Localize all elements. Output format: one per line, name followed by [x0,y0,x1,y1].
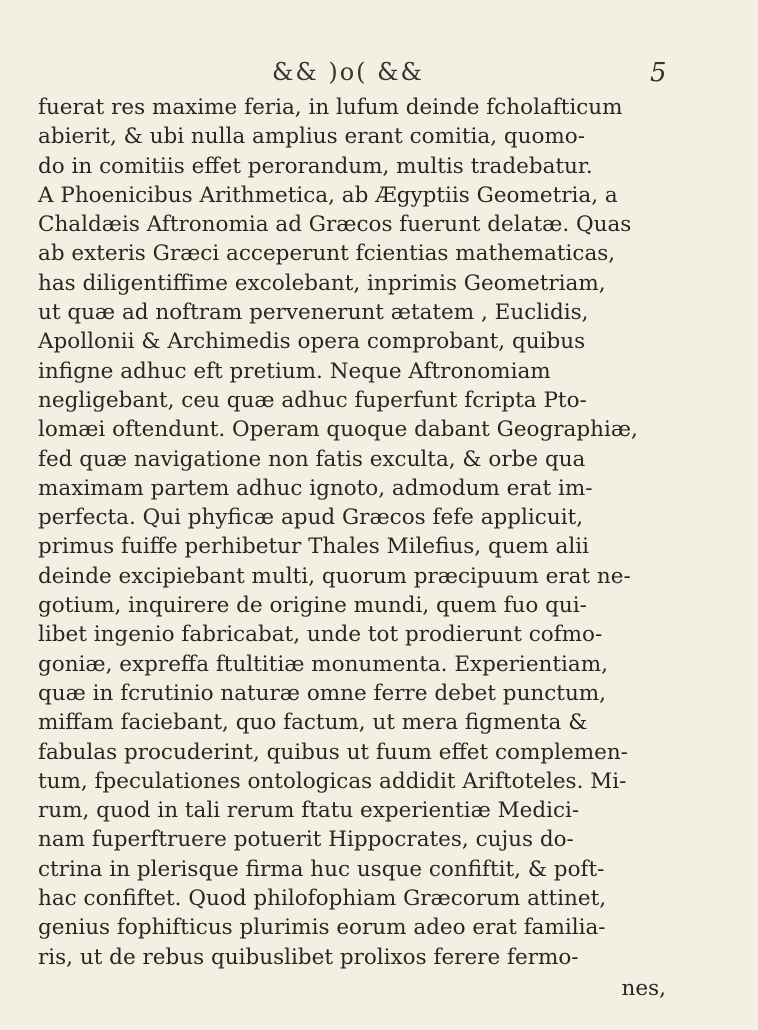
text-line: ab exteris Græci acceperunt fcientias mathematicas, [38,241,616,267]
text-line: rum, quod in tali rerum ftatu experientiæ Medici- [38,798,580,824]
text-line: do in comitiis effet perorandum, multis tradebatur. [38,153,593,179]
text-line: goniæ, expreffa ftultitiæ monumenta. Experientiam, [38,651,608,677]
text-line: abierit, & ubi nulla amplius erant comitia, quomo- [38,124,586,150]
text-line: has diligentiffime excolebant, inprimis Geometriam, [38,270,606,296]
page-number: 5 [650,58,667,88]
text-line: perfecta. Qui phyficæ apud Græcos fefe applicuit, [38,505,584,531]
text-line: infigne adhuc eft pretium. Neque Aftronomiam [38,358,551,384]
text-line: ris, ut de rebus quibuslibet prolixos ferere fermo- [38,944,579,970]
text-line: maximam partem adhuc ignoto, admodum erat im- [38,475,593,501]
text-line: libet ingenio fabricabat, unde tot prodierunt cofmo- [38,622,603,648]
text-line: hac confiftet. Quod philofophiam Græcorum attinet, [38,886,607,912]
header-ornament: && )o( && [272,58,424,86]
text-line: fuerat res maxime feria, in lufum deinde fcholafticum [38,95,623,120]
text-line: lomæi oftendunt. Operam quoque dabant Geographiæ, [38,417,638,443]
text-line: Chaldæis Aftronomia ad Græcos fuerunt delatæ. Quas [38,212,632,238]
text-line: ut quæ ad noftram pervenerunt ætatem , Euclidis, [38,300,589,326]
body-text [38,93,668,1003]
catchword: nes, [621,975,666,1001]
text-line: A Phoenicibus Arithmetica, ab Ægyptiis Geometria, a [38,182,618,208]
text-line: ctrina in plerisque firma huc usque confiftit, & poft- [38,856,605,882]
text-line: gotium, inquirere de origine mundi, quem fuo qui- [38,593,587,619]
text-line: genius fophifticus plurimis eorum adeo erat familia- [38,915,606,941]
page-header [0,58,758,92]
text-line: fed quæ navigatione non fatis exculta, & orbe qua [38,446,586,472]
text-line: nam fuperftruere potuerit Hippocrates, cujus do- [38,827,574,853]
text-line: tum, fpeculationes ontologicas addidit Ariftoteles. Mi- [38,768,627,794]
text-line: quæ in fcrutinio naturæ omne ferre debet punctum, [38,680,607,706]
text-line: primus fuiffe perhibetur Thales Milefius, quem alii [38,534,589,560]
text-line: miffam faciebant, quo factum, ut mera figmenta & [38,710,588,736]
text-line: Apollonii & Archimedis opera comprobant, quibus [38,329,586,355]
text-line: negligebant, ceu quæ adhuc fuperfunt fcripta Pto- [38,387,587,413]
text-line: deinde excipiebant multi, quorum præcipuum erat ne- [38,563,631,589]
text-line: fabulas procuderint, quibus ut fuum effet complemen- [38,739,628,765]
